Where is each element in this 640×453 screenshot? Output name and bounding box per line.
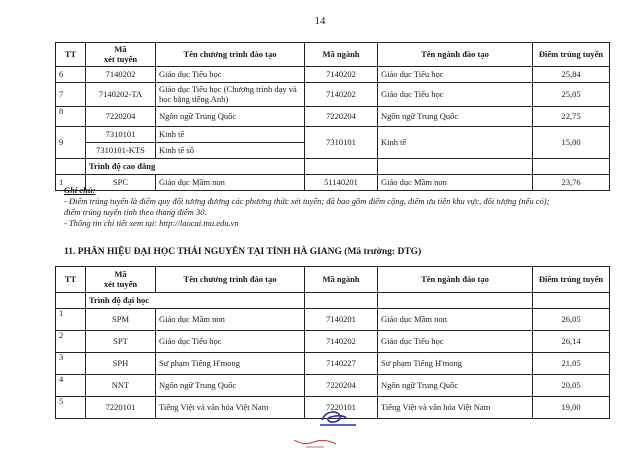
cell-chuong-trinh: Kinh tế số [156,143,305,159]
cell-ma-nganh: 7140201 [305,309,378,331]
cell-ma: 7310101-KTS [86,143,156,159]
section-title: 11. PHÂN HIỆU ĐẠI HỌC THÁI NGUYÊN TẠI TỈNH HÀ GIANG (Mã trường: DTG) [64,247,422,257]
cell-ten-nganh: Giáo dục Tiểu học [378,83,533,107]
cell-ten-nganh: Giáo dục Mầm non [378,309,533,331]
cell-ten-nganh: Tiếng Việt và văn hóa Việt Nam [378,397,533,419]
cell-diem: 22,75 [533,107,610,127]
cell-ten-nganh: Kinh tế [378,127,533,159]
cell-chuong-trinh: Giáo dục Tiểu học (Chương trình dạy và học bằng tiếng Anh) [156,83,305,107]
table-row [56,375,610,397]
cell-ma-nganh: 7140202 [305,67,378,83]
cell-ma-nganh: 51140201 [305,175,378,191]
table-row [56,107,610,127]
table-row [56,67,610,83]
cell-ma: 7310101 [86,127,156,143]
table-row [56,353,610,375]
notes-block [64,185,614,229]
header-tt: TT [56,43,86,67]
cell-tt: 7 [56,83,86,107]
cell-chuong-trinh: Giáo dục Mầm non [156,309,305,331]
cell-ten-nganh: Ngôn ngữ Trung Quốc [378,375,533,397]
cell-ma: SPT [86,331,156,353]
cell-diem: 26,14 [533,331,610,353]
cell-ma-nganh: 7140227 [305,353,378,375]
cell-diem: 19,00 [533,397,610,419]
table-row [56,83,610,107]
cell-chuong-trinh: Ngôn ngữ Trung Quốc [156,107,305,127]
cell-diem: 23,76 [533,175,610,191]
cell-tt: 5 [56,397,86,419]
header-ma-nganh: Mã ngành [305,267,378,293]
cell-ma: SPH [86,353,156,375]
cell-tt: 9 [56,127,86,159]
footer-stamp-mark [290,436,340,450]
cell-ma: 7220204 [86,107,156,127]
header-ma-xet-tuyen: Mã xét tuyển [86,267,156,293]
cell-empty [56,293,86,309]
cell-chuong-trinh: Kinh tế [156,127,305,143]
cell-tt: 1 [56,309,86,331]
cell-empty [378,159,533,175]
cell-ma-nganh: 7220204 [305,375,378,397]
group-label: Trình độ đại học [86,293,305,309]
header-ten-nganh: Tên ngành đào tạo [378,267,533,293]
table-header-row [56,267,610,293]
notes-title: Ghi chú: [64,185,96,195]
cell-ma: SPC [86,175,156,191]
cell-chuong-trinh: Ngôn ngữ Trung Quốc [156,375,305,397]
notes-line: - Điểm trúng tuyển là điểm quy đổi tương đương các phương thức xét tuyển; đã bao gồm điểm cộng, điểm ưu tiên khu vực, đối tượng (nếu có); [64,196,550,207]
header-diem: Điểm trúng tuyển [533,267,610,293]
cell-chuong-trinh: Giáo dục Tiểu học [156,331,305,353]
cell-tt: 1 [56,175,86,191]
cell-tt: 8 [56,107,86,127]
cell-empty [533,159,610,175]
cell-ten-nganh: Giáo dục Mầm non [378,175,533,191]
header-ten-chuong-trinh: Tên chương trình đào tạo [156,267,305,293]
header-diem: Điểm trúng tuyển [533,43,610,67]
cell-ten-nganh: Sư phạm Tiếng H'mong [378,353,533,375]
cell-tt: 6 [56,67,86,83]
group-row [56,293,610,309]
header-ten-chuong-trinh: Tên chương trình đào tạo [156,43,305,67]
cell-empty [56,159,86,175]
cell-diem: 26,05 [533,309,610,331]
cell-chuong-trinh: Tiếng Việt và văn hóa Việt Nam [156,397,305,419]
cell-ma-nganh: 7310101 [305,127,378,159]
table-header-row [56,43,610,67]
cell-empty [305,159,378,175]
signature-mark [316,408,360,428]
cell-ma-nganh: 7140202 [305,83,378,107]
group-label: Trình độ cao đẳng [86,159,305,175]
header-ma-xet-tuyen: Mã xét tuyển [86,43,156,67]
cell-tt: 2 [56,331,86,353]
admission-table-2 [55,266,610,419]
cell-ten-nganh: Ngôn ngữ Trung Quốc [378,107,533,127]
cell-empty [378,293,533,309]
cell-ma: 7140202 [86,67,156,83]
cell-ma-nganh: 7220101 [305,397,378,419]
cell-ma: SPM [86,309,156,331]
cell-diem: 15,00 [533,127,610,159]
cell-diem: 21,05 [533,353,610,375]
notes-line: điểm trúng tuyển tính theo thang điểm 30. [64,207,207,218]
cell-ma-nganh: 7140202 [305,331,378,353]
cell-chuong-trinh: Giáo dục Mầm non [156,175,305,191]
cell-chuong-trinh: Giáo dục Tiểu học [156,67,305,83]
cell-tt: 4 [56,375,86,397]
header-ten-nganh: Tên ngành đào tạo [378,43,533,67]
cell-ma: NNT [86,375,156,397]
notes-link-line: - Thông tin chi tiết xem tại: http://laocai.tnu.edu.vn [64,218,239,229]
cell-diem: 25,05 [533,83,610,107]
cell-diem: 20,05 [533,375,610,397]
page-number: 14 [314,15,326,27]
group-row [56,159,610,175]
header-tt: TT [56,267,86,293]
cell-ten-nganh: Giáo dục Tiểu học [378,331,533,353]
table-row [56,331,610,353]
cell-ma: 7220101 [86,397,156,419]
admission-table-1 [55,42,610,191]
cell-ma: 7140202-TA [86,83,156,107]
cell-empty [305,293,378,309]
cell-chuong-trinh: Sư phạm Tiếng H'mong [156,353,305,375]
header-ma-nganh: Mã ngành [305,43,378,67]
cell-ten-nganh: Giáo dục Tiểu học [378,67,533,83]
table-row [56,127,610,143]
cell-ma-nganh: 7220204 [305,107,378,127]
cell-empty [533,293,610,309]
table-row [56,309,610,331]
cell-diem: 25,84 [533,67,610,83]
cell-tt: 3 [56,353,86,375]
